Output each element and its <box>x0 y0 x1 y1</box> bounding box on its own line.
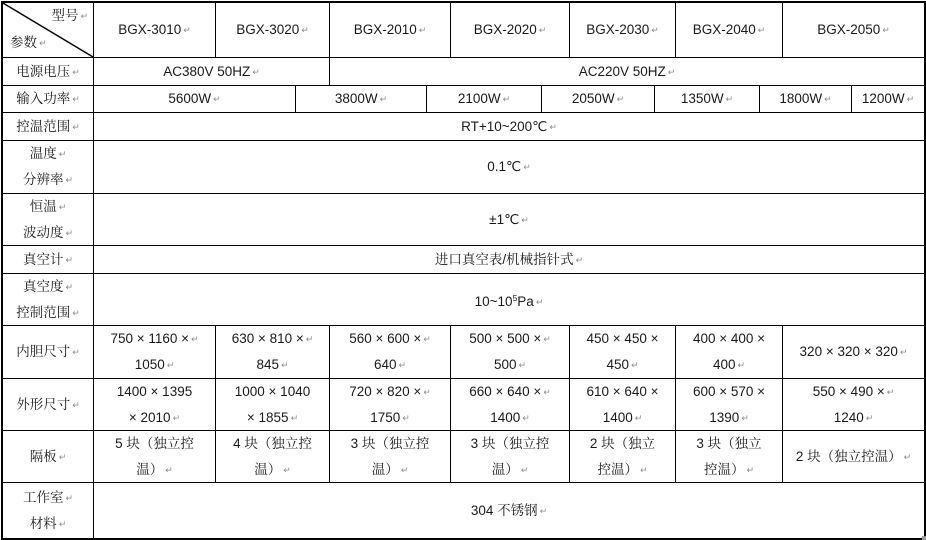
corner-model-label: 型号 ↵ <box>51 8 88 23</box>
temp-resolution-value: 0.1℃ ↵ <box>487 159 531 174</box>
spec-table <box>1 1 926 540</box>
vacuum-range-label: 真空度 ↵ 控制范围 ↵ <box>3 274 94 325</box>
inner-size-cell-5: 450 × 450 × 450 ↵ <box>570 326 676 378</box>
corner-header-cell <box>3 3 94 57</box>
chamber-material-label: 工作室 ↵ 材料 ↵ <box>3 483 94 538</box>
chamber-material-row <box>3 483 924 538</box>
outer-size-cell-3: 720 × 820 × ↵ 1750 ↵ <box>330 379 451 430</box>
shelves-cell-2: 4 块（独立控 温） ↵ <box>216 431 330 482</box>
shelves-cell-7: 2 块（独立控温） ↵ <box>795 448 912 464</box>
outer-size-cell-1: 1400 × 1395 × 2010 ↵ <box>94 379 216 430</box>
outer-size-cell-7: 550 × 490 × ↵ 1240 ↵ <box>812 383 895 425</box>
power-cell-2: 3800W ↵ <box>296 86 427 112</box>
voltage-row <box>3 58 924 86</box>
inner-size-label: 内胆尺寸 ↵ <box>3 326 94 378</box>
outer-size-cell-4: 660 × 640 × ↵ 1400 ↵ <box>451 379 570 430</box>
inner-size-cell-1: 750 × 1160 × ↵ 1050 ↵ <box>94 326 216 378</box>
vacuum-range-row <box>3 274 924 326</box>
model-header-bgx-2050: BGX-2050 ↵ <box>817 22 890 37</box>
model-header-bgx-2030: BGX-2030 ↵ <box>570 3 676 57</box>
vacuum-gauge-value: 进口真空表/机械指针式 ↵ <box>434 251 584 267</box>
power-cell-5: 1350W ↵ <box>655 86 760 112</box>
shelves-cell-3: 3 块（独立控 温） ↵ <box>330 431 451 482</box>
temp-fluctuation-value: ±1℃ ↵ <box>489 211 529 227</box>
inner-size-cell-6: 400 × 400 × 400 ↵ <box>676 326 783 378</box>
shelves-cell-1: 5 块（独立控 温） ↵ <box>94 431 216 482</box>
temp-fluctuation-label: 恒温 ↵ 波动度 ↵ <box>3 194 94 245</box>
outer-size-cell-2: 1000 × 1040 × 1855 ↵ <box>216 379 330 430</box>
vacuum-range-value: $10\sim 10^5Pa$ ↵ <box>474 292 544 309</box>
inner-size-cell-3: 560 × 600 × ↵ 640 ↵ <box>330 326 451 378</box>
voltage-row-label: 电源电压 ↵ <box>3 58 94 85</box>
model-header-bgx-2020: BGX-2020 ↵ <box>451 3 570 57</box>
shelves-cell-4: 3 块（独立控 温） ↵ <box>451 431 570 482</box>
header-row <box>3 3 924 58</box>
power-cell-3: 2100W ↵ <box>427 86 542 112</box>
vacuum-gauge-label: 真空计 ↵ <box>3 246 94 273</box>
table-resize-handle[interactable] <box>922 536 926 540</box>
temp-resolution-row <box>3 141 924 194</box>
chamber-material-value: 304 不锈钢 ↵ <box>470 502 548 518</box>
shelves-cell-6: 3 块（独立 控温） ↵ <box>676 431 783 482</box>
model-header-bgx-3010: BGX-3010 ↵ <box>94 3 216 57</box>
outer-size-cell-5: 610 × 640 × 1400 ↵ <box>570 379 676 430</box>
shelves-cell-5: 2 块（独立 控温） ↵ <box>570 431 676 482</box>
model-header-bgx-2040: BGX-2040 ↵ <box>676 3 783 57</box>
temp-range-label: 控温范围 ↵ <box>3 113 94 140</box>
power-row-label: 输入功率 ↵ <box>3 86 94 112</box>
corner-param-label: 参数 ↵ <box>10 35 47 50</box>
inner-size-row <box>3 326 924 379</box>
vacuum-gauge-row <box>3 246 924 274</box>
outer-size-cell-6: 600 × 570 × 1390 ↵ <box>676 379 783 430</box>
shelves-label: 隔板 ↵ <box>3 431 94 482</box>
model-header-bgx-2010: BGX-2010 ↵ <box>330 3 451 57</box>
temp-range-row <box>3 113 924 141</box>
voltage-ac220-cell: AC220V 50HZ ↵ <box>578 63 676 79</box>
power-row <box>3 86 924 113</box>
model-header-bgx-3020: BGX-3020 ↵ <box>216 3 330 57</box>
temp-range-value: RT+10~200℃ ↵ <box>461 118 557 134</box>
outer-size-label: 外形尺寸 ↵ <box>3 379 94 430</box>
power-cell-4: 2050W ↵ <box>542 86 655 112</box>
temp-resolution-label: 温度 ↵ 分辨率 ↵ <box>3 141 94 193</box>
inner-size-cell-4: 500 × 500 × ↵ 500 ↵ <box>451 326 570 378</box>
power-cell-6: 1800W ↵ <box>760 86 852 112</box>
inner-size-cell-7: 320 × 320 × 320 ↵ <box>799 344 908 359</box>
inner-size-cell-2: 630 × 810 × ↵ 845 ↵ <box>216 326 330 378</box>
temp-fluctuation-row <box>3 194 924 246</box>
shelves-row <box>3 431 924 483</box>
voltage-ac380-cell: AC380V 50HZ ↵ <box>94 58 330 85</box>
outer-size-row <box>3 379 924 431</box>
power-cell-1: 5600W ↵ <box>94 86 296 112</box>
power-cell-7: 1200W ↵ <box>861 91 915 106</box>
